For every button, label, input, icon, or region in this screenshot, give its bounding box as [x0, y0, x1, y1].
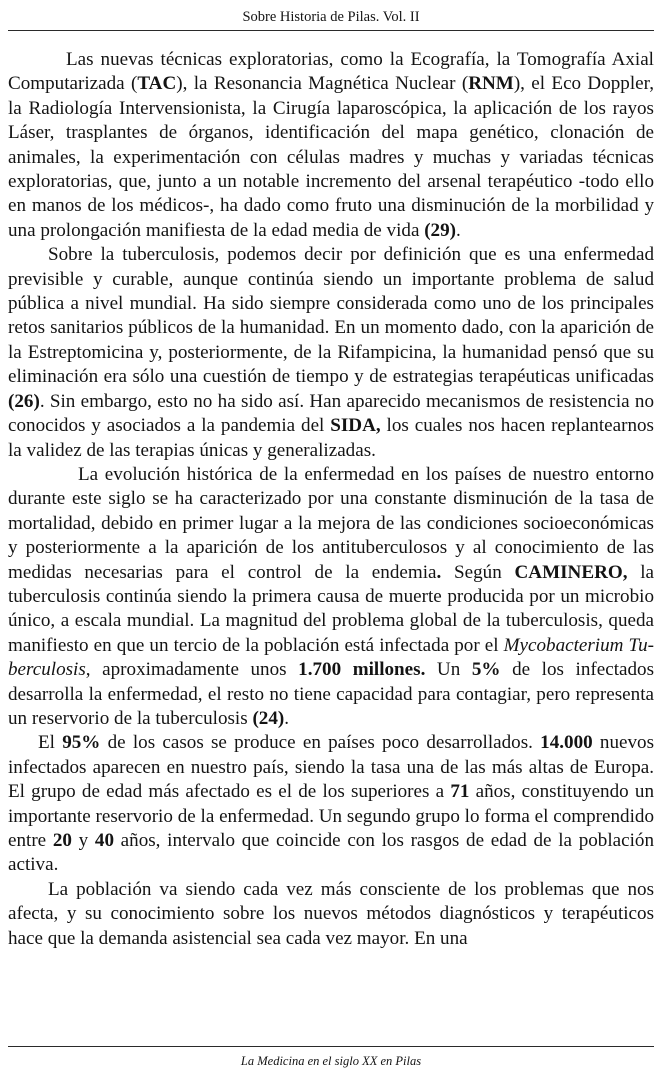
- text-run: .: [456, 219, 461, 241]
- text-run: .: [436, 561, 442, 583]
- text-run: (24): [252, 707, 285, 729]
- text-run: 71: [450, 781, 470, 803]
- text-run: y: [71, 830, 95, 851]
- running-header-title: Sobre Historia de Pilas. Vol. II: [242, 9, 420, 25]
- paragraph-3: [8, 463, 654, 731]
- body-text: [8, 48, 654, 951]
- text-run: .: [284, 707, 290, 729]
- text-run: nuevos infectados aparecen en nuestro país, siendo la tasa una de las más altas de Europa. El grupo de edad más afectado es el de los superiores a: [8, 732, 654, 803]
- text-run: La población va siendo cada vez más consciente de los problemas que nos afecta, y su conocimiento sobre los nuevos métodos diagnósticos y terapéuticos hace que la demanda asistencial sea cada vez mayor. En una: [8, 878, 654, 949]
- text-run: , aproximadamente unos: [85, 659, 299, 681]
- text-run: Sobre la tuberculosis, podemos decir por definición que es una enfermedad previsible y curable, aunque continúa siendo un importante problema de salud pública a nivel mundial. Ha sido siempre considerada como uno de los principales retos sanitarios públicos de la humanidad. En un momento dado, con la aparición de la Estreptomicina y, posteriormente, de la Rifampicina, la humanidad pensó que su eliminación era sólo una cuestión de tiempo y de estrategias terapéuticas unificadas: [8, 244, 654, 388]
- text-run: TAC: [137, 73, 177, 95]
- running-header: [8, 6, 654, 31]
- text-run: 95%: [62, 732, 101, 754]
- text-run: Mycobacterium Tuberculosis: [8, 634, 654, 681]
- running-footer: [8, 1052, 654, 1070]
- paragraph-4: [8, 731, 654, 877]
- text-run: (29): [424, 219, 457, 241]
- text-run: . Sin embargo, esto no ha sido así. Han aparecido mecanismos de resistencia no conocidos y asociados a la pandemia del: [8, 390, 654, 437]
- text-run: Las nuevas técnicas exploratorias, como la Ecografía, la Tomografía Axial Computarizada (: [8, 49, 654, 95]
- paragraph-2: [8, 243, 654, 463]
- text-run: años, constituyendo un importante reservorio de la enfermedad. Un segundo grupo lo forma el comprendido entre: [8, 781, 654, 851]
- text-run: de los infectados desarrolla la enfermedad, el resto no tiene capacidad para contagiar, pero representa un reservorio de la tuberculosis: [8, 659, 654, 729]
- text-run: El: [38, 732, 63, 754]
- text-run: Según: [441, 561, 515, 583]
- text-run: (26): [8, 390, 40, 412]
- text-run: 1.700 millones.: [298, 659, 426, 681]
- paragraph-5: [8, 878, 654, 951]
- text-run: RNM: [468, 73, 514, 95]
- text-run: 40: [94, 830, 114, 851]
- text-run: 14.000: [540, 732, 593, 754]
- text-run: de los casos se produce en países poco desarrollados.: [100, 732, 541, 754]
- text-run: Un: [425, 659, 472, 681]
- text-run: ), la Resonancia Magnética Nuclear (: [176, 73, 469, 95]
- text-run: años, intervalo que coincide con los rasgos de edad de la población activa.: [8, 830, 654, 876]
- text-run: 20: [52, 830, 72, 851]
- footer-rule: [8, 1046, 654, 1047]
- text-run: 5%: [471, 659, 501, 681]
- text-run: la tuberculosis continúa siendo la primera causa de muerte producida por un microbio único, a escala mundial. La magnitud del problema global de la tuberculosis, queda manifiesto en que un tercio de la población está infectada por el: [8, 561, 655, 656]
- text-run: los cuales nos hacen replantearnos la validez de las terapias únicas y generalizadas.: [8, 415, 654, 461]
- text-run: CAMINERO,: [514, 561, 628, 583]
- paragraph-1: [8, 48, 654, 243]
- text-run: ), el Eco Doppler, la Radiología Intervensionista, la Cirugía laparoscópica, la aplicación de los rayos Láser, trasplantes de órganos, identificación del mapa genético, clonación de animales, la experimentación con células madres y muchas y variadas técnicas exploratorias, que, junto a un notable incremento del arsenal terapéutico -todo ello en manos de los médicos-, ha dado como fruto una disminución de la morbilidad y una prolongación manifiesta de la edad media de vida: [8, 73, 655, 241]
- text-run: La evolución histórica de la enfermedad en los países de nuestro entorno durante este siglo se ha caracterizado por una constante disminución de la tasa de mortalidad, debido en primer lugar a la mejora de las condiciones socioeconómicas y posteriormente a la aparición de los antituberculosos y al conocimiento de las medidas necesarias para el control de la endemia: [8, 463, 654, 583]
- text-run: SIDA,: [330, 415, 381, 437]
- running-footer-title: La Medicina en el siglo XX en Pilas: [240, 1054, 422, 1068]
